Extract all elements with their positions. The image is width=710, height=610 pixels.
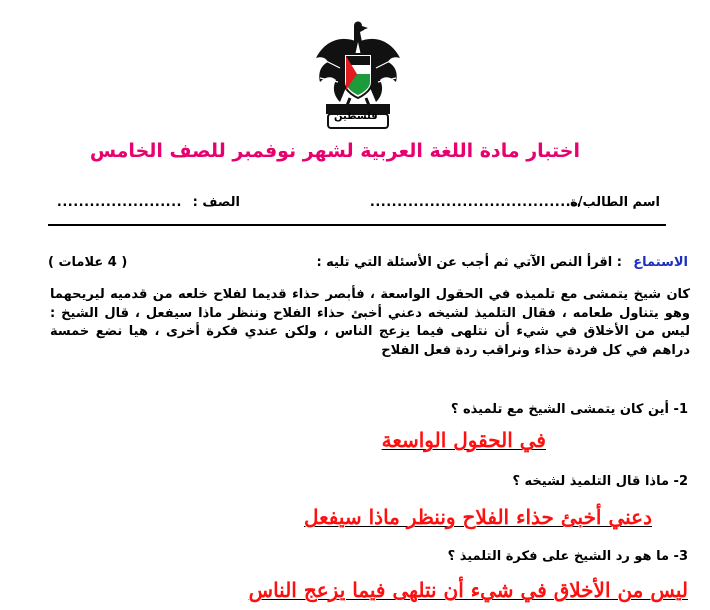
question-number: 2- [673,474,688,489]
question-1 [451,402,688,417]
answer-2: دعني أخبئ حذاء الفلاح وننظر ماذا سيفعل [303,505,652,529]
question-2 [512,474,688,489]
marks-badge: ( 4 علامات ) [48,255,128,270]
answer-3: ليس من الأخلاق في شيء أن نتلهى فيما يزعج الناس [248,578,688,602]
question-number: 1- [673,402,688,417]
question-number: 3- [673,549,688,564]
question-text: ماذا قال التلميذ لشيخه ؟ [512,474,670,489]
emblem-caption: فلسطين [334,111,378,122]
grade-label: الصف : [192,195,240,210]
student-name-field[interactable]: ....................................... [369,195,582,210]
answer-1: في الحقول الواسعة [381,428,546,452]
question-3 [448,549,688,564]
question-text: أين كان يتمشى الشيخ مع تلميذه ؟ [450,402,670,417]
header-divider [48,224,666,226]
grade-field[interactable]: ....................... [56,195,182,210]
listening-instruction: : اقرأ النص الآتي ثم أجب عن الأسئلة التي تليه : [316,255,622,270]
student-name-label: اسم الطالب/ة [570,195,660,210]
page-title: اختبار مادة اللغة العربية لشهر نوفمبر للصف الخامس [89,140,580,162]
listening-label: الاستماع [633,255,688,270]
reading-passage: كان شيخ يتمشى مع تلميذه في الحقول الواسعة ، فأبصر حذاء قديما لفلاح خلعه من قدميه ليريحهما وهو يتناول طعامه ، فقال التلميذ لشيخه دعني أخبئ حذاء الفلاح وننظر ماذا سيفعل ، قال الشيخ : ليس من الأخلاق في شيء أن نتلهى فيما يزعج الناس ، ولكن عندي فكرة أخرى ، هيا نضع خمسة دراهم في كل فردة حذاء ونراقب ردة فعل الفلاح [50,287,690,358]
question-text: ما هو رد الشيخ على فكرة التلميذ ؟ [447,549,670,564]
